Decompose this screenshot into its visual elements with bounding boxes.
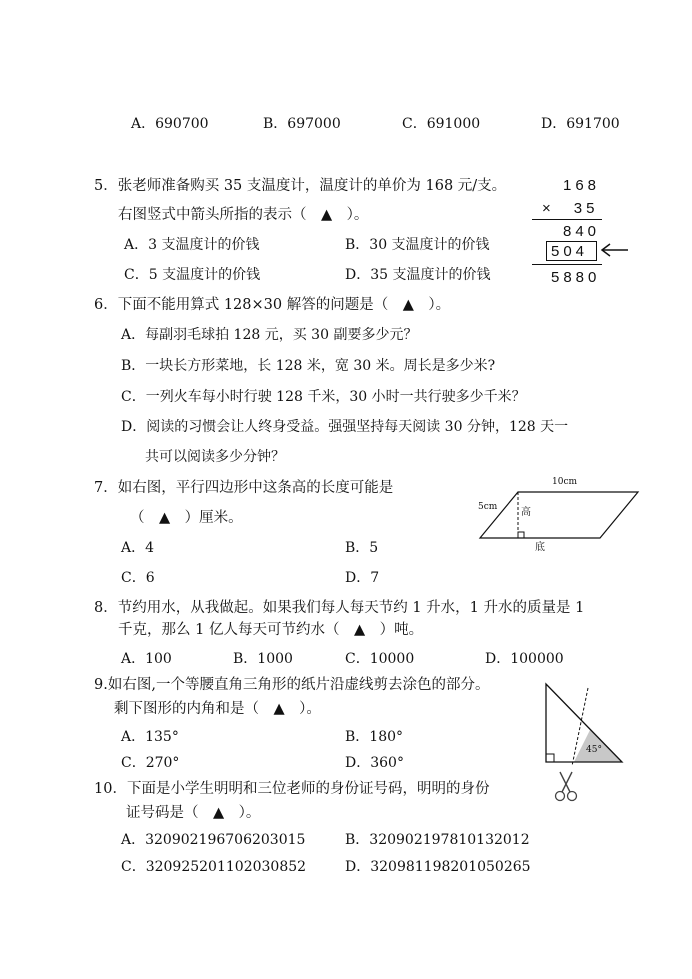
triangle-angle-label: 45° [586,745,602,755]
q6-option-a: A．每副羽毛球拍 128 元，买 30 副要多少元？ [121,327,418,343]
q5-option-c: C．5 支温度计的价钱 [124,267,261,283]
calc-multiplier: × 35 [542,200,599,217]
q6-option-d: D．阅读的习惯会让人终身受益。强强坚持每天阅读 30 分钟，128 天一 [121,419,569,435]
arrow-left-icon [600,242,630,258]
q10-option-d: D．320981198201050265 [345,859,531,875]
q7-option-c: C．6 [121,570,155,586]
q5-option-a: A．3 支温度计的价钱 [124,237,260,253]
q4-option-a: A．690700 [131,116,209,132]
q8-text-line1: 8．节约用水，从我做起。如果我们每人每天节约 1 升水，1 升水的质量是 1 [94,600,585,616]
parallelogram-figure [478,486,643,542]
q7-option-b: B．5 [345,540,379,556]
q9-option-a: A．135° [121,729,179,745]
q8-text-line2: 千克，那么 1 亿人每天可节约水（ ▲ ）吨。 [118,622,424,638]
calc-line-1 [532,219,602,220]
q7-text-line2: （ ▲ ）厘米。 [130,510,243,526]
q6-option-d-continued: 共可以阅读多少分钟？ [145,449,285,465]
q9-text-line1: 9.如右图,一个等腰直角三角形的纸片沿虚线剪去涂色的部分。 [94,677,490,693]
q9-option-d: D．360° [345,755,404,771]
q10-option-a: A．320902196706203015 [121,832,306,848]
q8-option-d: D．100000 [485,651,564,667]
q7-option-a: A．4 [121,540,155,556]
q8-option-a: A．100 [121,651,172,667]
scissors-icon [552,770,580,804]
q9-option-c: C．270° [121,755,180,771]
q4-option-d: D．691700 [541,116,620,132]
parallelogram-side-label: 5cm [478,502,498,512]
q10-option-c: C．320925201102030852 [121,859,307,875]
calc-partial-1: 840 [563,223,601,240]
calc-product: 5880 [551,269,601,286]
q7-text-line1: 7．如右图，平行四边形中这条高的长度可能是 [94,480,394,496]
q5-text-line2: 右图竖式中箭头所指的表示（ ▲ ）。 [118,207,369,223]
q8-option-c: C．10000 [345,651,415,667]
q5-text-line1: 5．张老师准备购买 35 支温度计，温度计的单价为 168 元/支。 [94,178,507,194]
q7-option-d: D．7 [345,570,380,586]
parallelogram-top-label: 10cm [552,477,578,487]
q10-option-b: B．320902197810132012 [345,832,530,848]
parallelogram-base-label: 底 [535,542,545,553]
q9-option-b: B．180° [345,729,404,745]
q6-text: 6．下面不能用算式 128×30 解答的问题是（ ▲ ）。 [94,297,451,313]
q4-option-b: B．697000 [263,116,341,132]
q10-text-line2: 证号码是（ ▲ ）。 [126,805,261,821]
q6-option-c: C．一列火车每小时行驶 128 千米，30 小时一共行驶多少千米？ [121,389,526,405]
right-triangle-figure [540,682,630,766]
calc-partial-2: 504 [551,243,589,260]
q5-option-d: D．35 支温度计的价钱 [345,267,491,283]
q5-option-b: B．30 支温度计的价钱 [345,237,490,253]
q8-option-b: B．1000 [233,651,293,667]
q6-option-b: B．一块长方形菜地，长 128 米，宽 30 米。周长是多少米? [121,358,496,374]
calc-multiplicand: 168 [563,177,601,194]
parallelogram-height-label: 高 [521,507,531,518]
q4-option-c: C．691000 [402,116,481,132]
q10-text-line1: 10．下面是小学生明明和三位老师的身份证号码，明明的身份 [94,781,490,797]
q9-text-line2: 剩下图形的内角和是（ ▲ ）。 [114,701,321,717]
calc-line-2 [532,264,602,265]
